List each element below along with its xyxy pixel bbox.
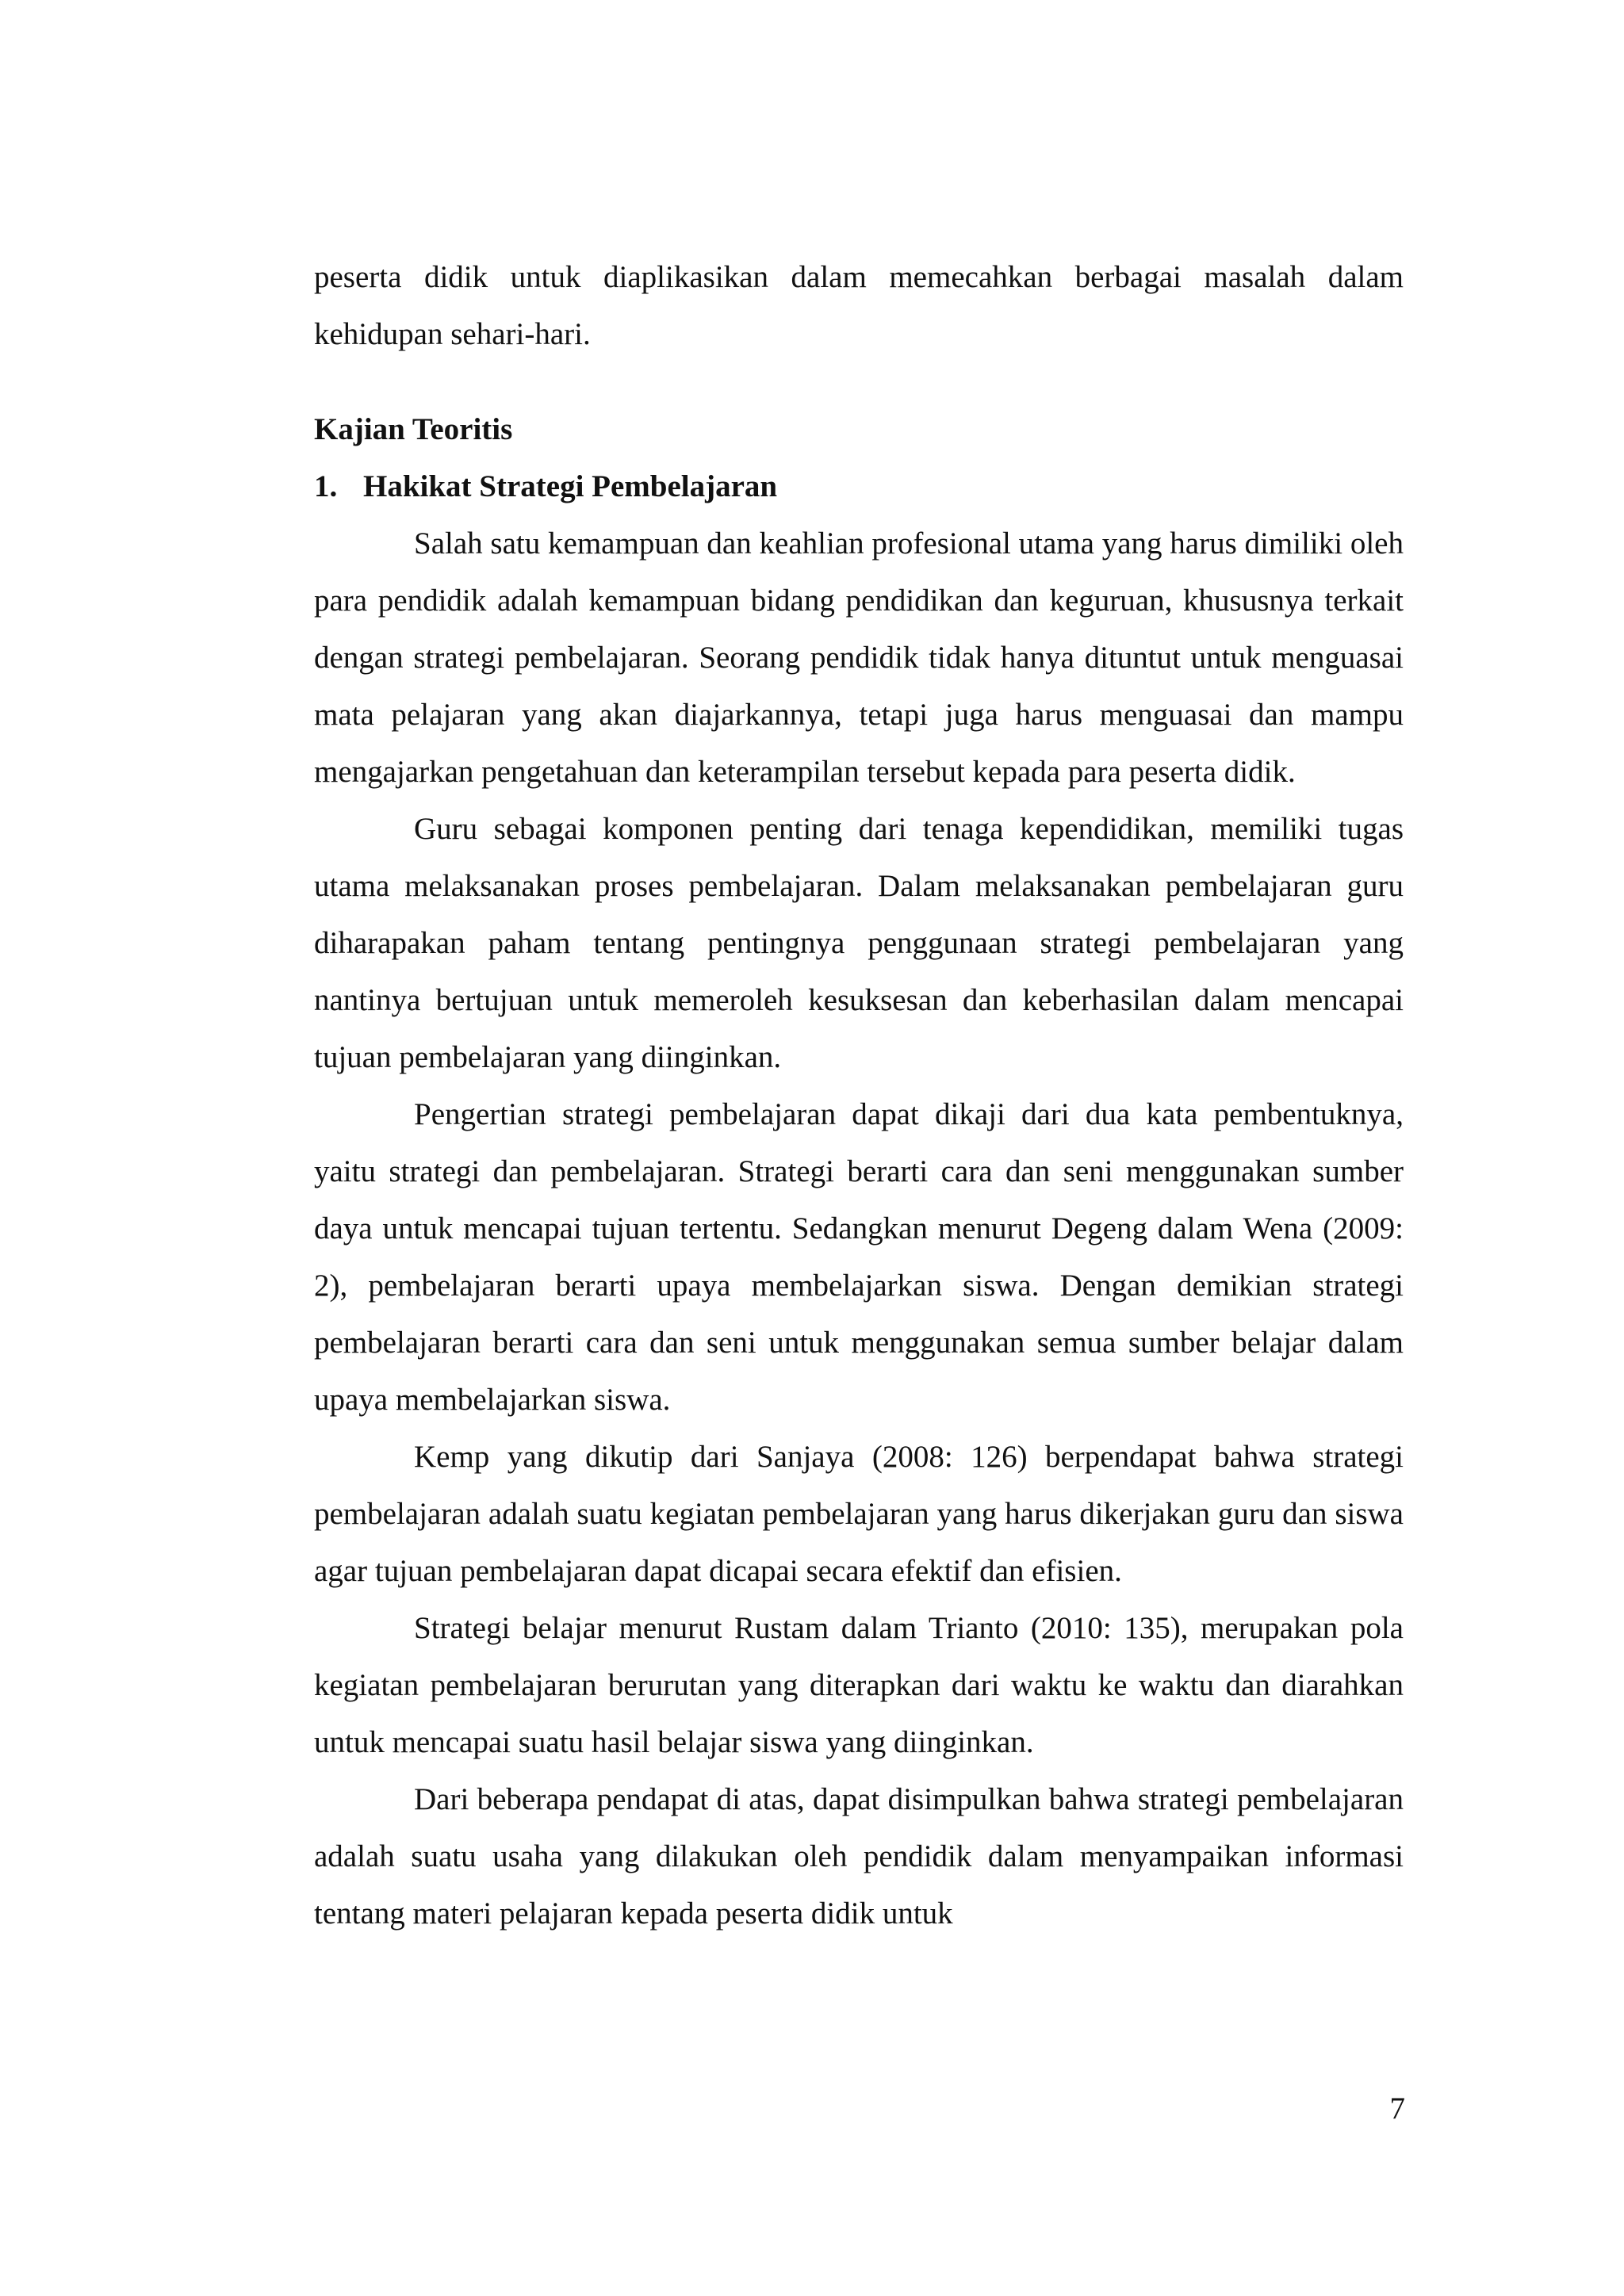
paragraph-5: Strategi belajar menurut Rustam dalam Trianto (2010: 135), merupakan pola kegiatan pembelajaran berurutan yang diterapkan dari waktu ke waktu dan diarahkan untuk mencapai suatu hasil belajar siswa yang diinginkan.	[314, 1611, 1404, 1759]
section-heading: Kajian Teoritis	[314, 412, 513, 446]
page-body	[314, 249, 1404, 1942]
spacer	[314, 363, 1404, 401]
paragraph-1: Salah satu kemampuan dan keahlian profesional utama yang harus dimiliki oleh para pendidik adalah kemampuan bidang pendidikan dan keguruan, khususnya terkait dengan strategi pembelajaran. Seorang pendidik tidak hanya dituntut untuk menguasai mata pelajaran yang akan diajarkannya, tetapi juga harus menguasai dan mampu mengajarkan pengetahuan dan keterampilan tersebut kepada para peserta didik.	[314, 526, 1404, 789]
subsection-number: 1.	[314, 469, 338, 503]
paragraph-4: Kemp yang dikutip dari Sanjaya (2008: 126) berpendapat bahwa strategi pembelajaran adalah suatu kegiatan pembelajaran yang harus dikerjakan guru dan siswa agar tujuan pembelajaran dapat dicapai secara efektif dan efisien.	[314, 1440, 1404, 1588]
paragraph-2: Guru sebagai komponen penting dari tenaga kependidikan, memiliki tugas utama melaksanakan proses pembelajaran. Dalam melaksanakan pembelajaran guru diharapakan paham tentang pentingnya penggunaan strategi pembelajaran yang nantinya bertujuan untuk memeroleh kesuksesan dan keberhasilan dalam mencapai tujuan pembelajaran yang diinginkan.	[314, 812, 1404, 1074]
subsection-title: Hakikat Strategi Pembelajaran	[363, 469, 778, 503]
page-number: 7	[1389, 2091, 1405, 2126]
continuation-paragraph: peserta didik untuk diaplikasikan dalam memecahkan berbagai masalah dalam kehidupan sehari-hari.	[314, 260, 1404, 351]
paragraph-3: Pengertian strategi pembelajaran dapat dikaji dari dua kata pembentuknya, yaitu strategi dan pembelajaran. Strategi berarti cara dan seni menggunakan sumber daya untuk mencapai tujuan tertentu. Sedangkan menurut Degeng dalam Wena (2009: 2), pembelajaran berarti upaya membelajarkan siswa. Dengan demikian strategi pembelajaran berarti cara dan seni untuk menggunakan semua sumber belajar dalam upaya membelajarkan siswa.	[314, 1097, 1404, 1417]
paragraph-6: Dari beberapa pendapat di atas, dapat disimpulkan bahwa strategi pembelajaran adalah suatu usaha yang dilakukan oleh pendidik dalam menyampaikan informasi tentang materi pelajaran kepada peserta didik untuk	[314, 1782, 1404, 1931]
subsection-heading	[314, 458, 1404, 515]
